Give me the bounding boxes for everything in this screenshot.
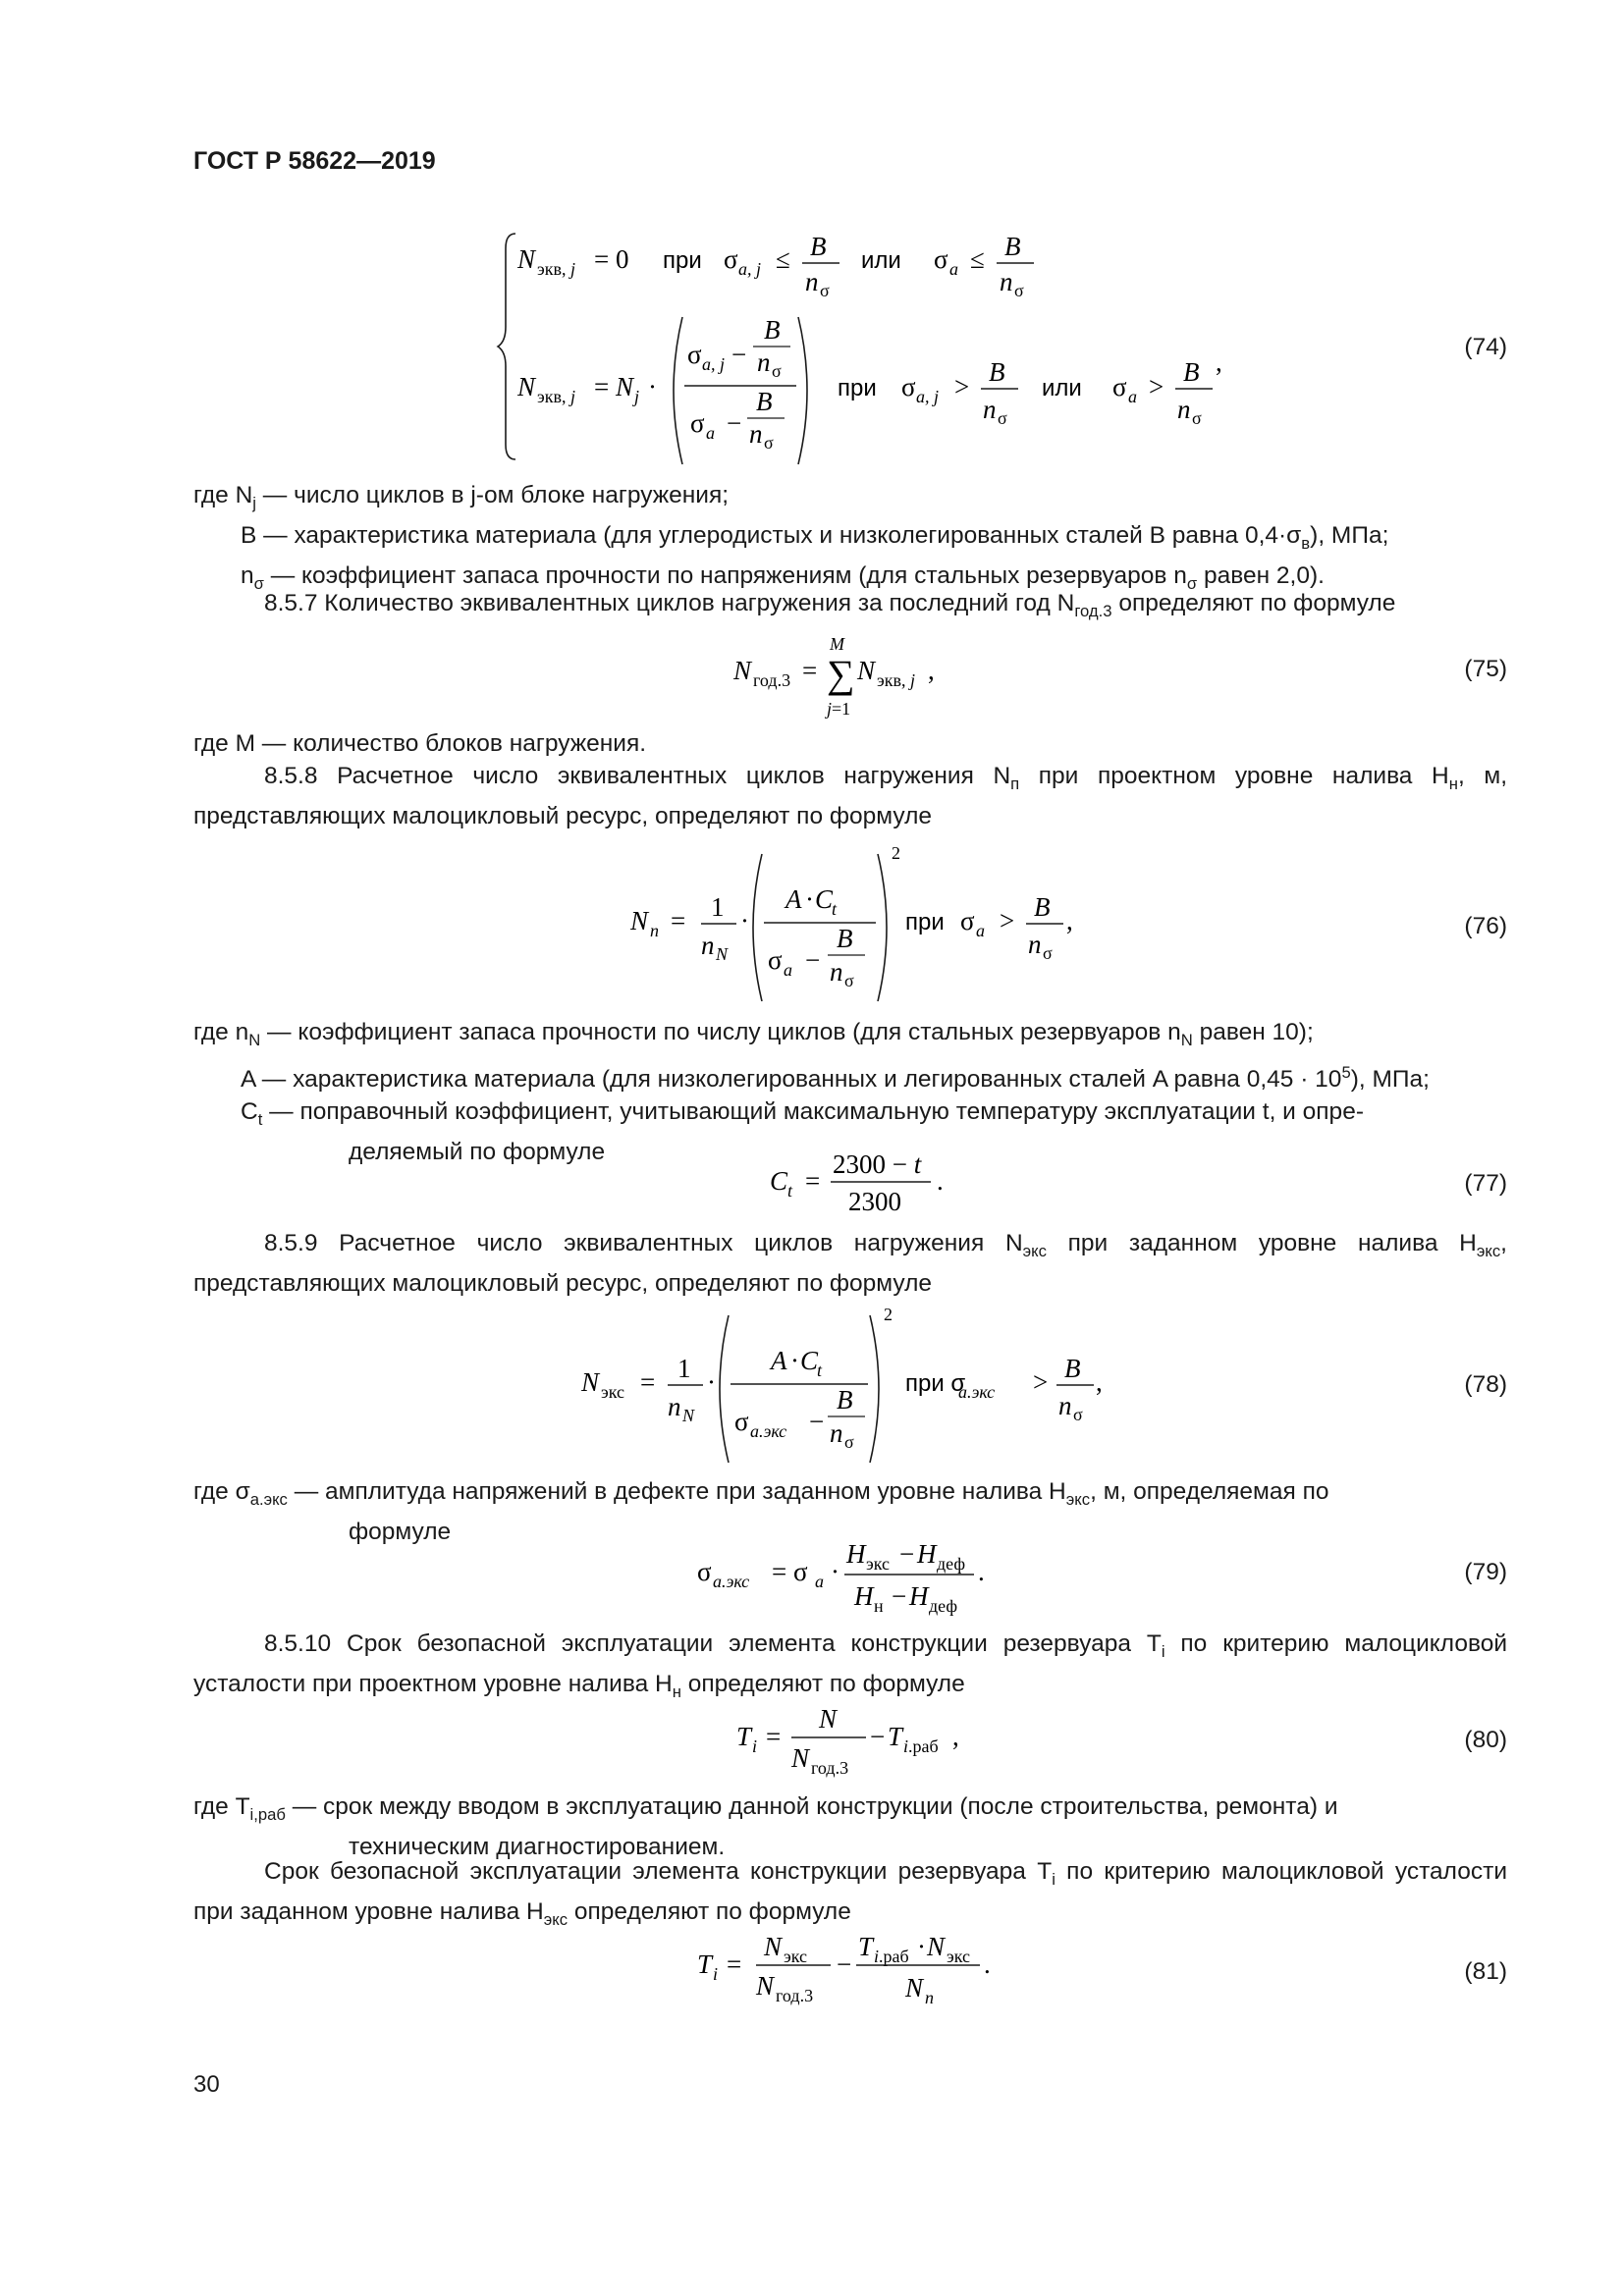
- svg-text:N: N: [716, 944, 729, 964]
- svg-text:N: N: [791, 1743, 810, 1773]
- svg-text:i.раб: i.раб: [874, 1947, 909, 1966]
- svg-text:N: N: [927, 1932, 946, 1961]
- p-last-c: определяют по формуле: [568, 1897, 851, 1925]
- svg-text:C: C: [815, 884, 834, 914]
- svg-text:год.3: год.3: [753, 670, 791, 690]
- svg-text:σ: σ: [1073, 1405, 1083, 1424]
- equation-number-81: (81): [1464, 1958, 1507, 1985]
- svg-text:σ: σ: [724, 244, 738, 274]
- where-74-c-rest2: равен 2,0).: [1197, 561, 1325, 589]
- formula-74-svg: [496, 224, 1242, 469]
- formula-78: [579, 1301, 1110, 1479]
- formula-78-svg: [579, 1301, 1110, 1472]
- where-75: где M — количество блоков нагружения.: [193, 730, 647, 757]
- svg-text:t: t: [832, 899, 838, 919]
- svg-text:N: N: [517, 244, 536, 274]
- svg-text:σ: σ: [934, 244, 948, 274]
- formula-77-svg: [768, 1147, 964, 1225]
- p857-text: 8.5.7 Количество эквивалентных циклов нагружения за последний год N: [264, 590, 1075, 616]
- svg-text:σ: σ: [960, 906, 975, 935]
- where-74-a: где N: [193, 482, 253, 508]
- svg-text:H: H: [846, 1539, 866, 1569]
- svg-text:.: .: [978, 1557, 985, 1586]
- where-76-b-rest: ), МПа;: [1350, 1066, 1430, 1094]
- equation-number-77: (77): [1464, 1170, 1507, 1197]
- p8510-sub: i: [1161, 1641, 1165, 1661]
- where-76-a-sub: N: [248, 1030, 261, 1049]
- p858-b: при проектном уровне налива H: [1019, 763, 1449, 789]
- equation-number-75: (75): [1464, 656, 1507, 682]
- svg-text:∑: ∑: [827, 652, 855, 696]
- svg-text:j=1: j=1: [827, 699, 851, 719]
- where-74-a-rest: — число циклов в j-ом блоке нагружения;: [255, 482, 730, 508]
- svg-text:= N: = N: [594, 372, 633, 401]
- document-header: ГОСТ Р 58622—2019: [193, 147, 436, 175]
- svg-text:t: t: [817, 1361, 823, 1380]
- svg-text:i.раб: i.раб: [903, 1736, 939, 1756]
- svg-text:при: при: [905, 909, 945, 935]
- equation-number-80: (80): [1464, 1727, 1507, 1753]
- svg-text:·: ·: [740, 906, 749, 935]
- svg-text:n: n: [983, 395, 997, 424]
- svg-text:n: n: [668, 1392, 681, 1421]
- svg-text:,: ,: [1216, 347, 1222, 377]
- p-last-sub2: экс: [543, 1909, 568, 1929]
- svg-text:a, j: a, j: [738, 259, 762, 279]
- paragraph-8-5-7: [193, 587, 1507, 627]
- svg-text:·: ·: [917, 1932, 926, 1961]
- svg-text:,: ,: [928, 656, 935, 685]
- svg-text:−: −: [870, 1722, 886, 1751]
- paragraph-service-life: [193, 1855, 1507, 1936]
- svg-text:при: при: [663, 247, 702, 274]
- svg-text:N: N: [905, 1973, 924, 2002]
- where-76-a: где n: [193, 1019, 249, 1045]
- svg-text:n: n: [650, 921, 659, 940]
- svg-text:·: ·: [648, 372, 657, 401]
- svg-text:1: 1: [711, 892, 725, 922]
- svg-text:σ: σ: [1112, 372, 1127, 401]
- formula-81-svg: [695, 1926, 1019, 2014]
- svg-text:·: ·: [805, 884, 814, 914]
- svg-text:=: =: [805, 1166, 821, 1196]
- svg-text:−: −: [731, 340, 747, 369]
- svg-text:,: ,: [1096, 1367, 1103, 1397]
- svg-text:n: n: [749, 419, 763, 449]
- svg-text:σ: σ: [1192, 408, 1202, 428]
- where-76-b: A — характеристика материала (для низколегированных и легированных сталей A равна 0,45 · 10: [241, 1066, 1342, 1094]
- svg-text:=: =: [802, 656, 818, 685]
- svg-text:T: T: [697, 1949, 713, 1979]
- svg-text:N: N: [819, 1704, 838, 1734]
- where-78-a-rest2: , м, определяемая по: [1090, 1478, 1329, 1505]
- svg-text:T: T: [736, 1722, 752, 1751]
- p8510-a: 8.5.10 Срок безопасной эксплуатации элемента конструкции резервуара T: [264, 1630, 1162, 1657]
- svg-text:a: a: [949, 259, 958, 279]
- p-last-a: Срок безопасной эксплуатации элемента конструкции резервуара T: [264, 1858, 1053, 1885]
- svg-text:>: >: [954, 372, 970, 401]
- svg-text:n: n: [925, 1988, 934, 2007]
- svg-text:σ: σ: [1014, 281, 1024, 300]
- where-76-b-sup: 5: [1341, 1062, 1351, 1082]
- where-78-a-rest: — амплитуда напряжений в дефекте при заданном уровне налива H: [287, 1478, 1066, 1505]
- svg-text:a: a: [706, 423, 715, 443]
- svg-text:=: =: [727, 1949, 742, 1979]
- svg-text:−: −: [727, 408, 742, 438]
- p859-a: 8.5.9 Расчетное число эквивалентных циклов нагружения N: [264, 1230, 1023, 1256]
- svg-text:2: 2: [884, 1305, 893, 1324]
- svg-text:B: B: [837, 924, 853, 953]
- where-76-c-sub: t: [257, 1109, 263, 1129]
- svg-text:H: H: [909, 1581, 929, 1611]
- where-74-c-rest: — коэффициент запаса прочности по напряжениям (для стальных резервуаров n: [263, 561, 1187, 589]
- p858-sub: п: [1010, 774, 1020, 793]
- where-80-a: где T: [193, 1793, 250, 1820]
- svg-text:B: B: [764, 315, 781, 345]
- svg-text:T: T: [888, 1722, 903, 1751]
- svg-text:2: 2: [892, 843, 900, 863]
- svg-text:σ: σ: [734, 1407, 749, 1436]
- svg-text:при: при: [838, 375, 877, 401]
- where-76-c: C: [241, 1098, 258, 1126]
- svg-text:N: N: [682, 1406, 695, 1425]
- svg-text:B: B: [837, 1385, 853, 1415]
- svg-text:A: A: [785, 884, 802, 914]
- svg-text:при σ: при σ: [905, 1370, 966, 1397]
- svg-text:i: i: [713, 1964, 719, 1984]
- where-block-80: [193, 1790, 1507, 1863]
- formula-76-svg: [628, 839, 1080, 1011]
- svg-text:или: или: [1042, 375, 1082, 401]
- svg-text:н: н: [874, 1596, 884, 1616]
- formula-79: [695, 1531, 1019, 1627]
- p859-sub: экс: [1022, 1241, 1047, 1260]
- where-76-c-rest: — поправочный коэффициент, учитывающий максимальную температуру эксплуатации t, и опре-: [262, 1098, 1364, 1126]
- svg-text:σ: σ: [1043, 943, 1053, 963]
- svg-text:n: n: [1028, 930, 1042, 959]
- paragraph-8-5-8: [193, 760, 1507, 832]
- svg-text:,: ,: [952, 1722, 959, 1751]
- svg-text:σ: σ: [901, 372, 916, 401]
- svg-text:n: n: [830, 1418, 843, 1448]
- svg-text:B: B: [1064, 1354, 1081, 1383]
- page-number: 30: [193, 2071, 220, 2098]
- svg-text:a: a: [784, 960, 792, 980]
- p858-a: 8.5.8 Расчетное число эквивалентных циклов нагружения N: [264, 763, 1011, 789]
- svg-text:B: B: [810, 232, 827, 261]
- svg-text:a.экс: a.экс: [713, 1572, 750, 1591]
- p8510-b: по критерию малоцикловой усталости при проектном уровне налива H: [193, 1630, 1508, 1697]
- svg-text:экс: экс: [947, 1947, 971, 1966]
- svg-text:,: ,: [1066, 906, 1073, 935]
- svg-text:σ: σ: [697, 1557, 712, 1586]
- formula-76: [628, 839, 1080, 1018]
- svg-text:N: N: [517, 372, 536, 401]
- where-78-a-sub: a.экс: [249, 1489, 288, 1509]
- svg-text:a: a: [976, 921, 985, 940]
- svg-text:−: −: [805, 945, 821, 975]
- svg-text:экс: экс: [784, 1947, 808, 1966]
- where-78-a-sub2: экс: [1065, 1489, 1091, 1509]
- svg-text:C: C: [770, 1166, 788, 1196]
- svg-text:σ: σ: [998, 408, 1007, 428]
- formula-75-svg: [731, 628, 957, 726]
- svg-text:T: T: [858, 1932, 874, 1961]
- svg-text:экв, j: экв, j: [537, 259, 575, 279]
- p859-sub2: экс: [1476, 1241, 1501, 1260]
- formula-80: [734, 1698, 990, 1793]
- svg-text:=: =: [640, 1367, 656, 1397]
- svg-text:j: j: [634, 387, 640, 406]
- svg-text:N: N: [733, 656, 752, 685]
- svg-text:n: n: [805, 267, 819, 296]
- svg-text:N: N: [857, 656, 876, 685]
- where-74-a-sub: j: [252, 493, 256, 512]
- svg-text:a: a: [815, 1572, 824, 1591]
- svg-text:−: −: [899, 1539, 915, 1569]
- p858-c: , м, представляющих малоцикловый ресурс, определяют по формуле: [193, 763, 1507, 829]
- where-block-74: [193, 479, 1507, 600]
- svg-text:M: M: [830, 634, 844, 654]
- where-74-b-rest: ), МПа;: [1310, 521, 1389, 549]
- where-76-d: деляемый по формуле: [349, 1138, 606, 1165]
- where-74-c: n: [241, 561, 254, 589]
- svg-text:.: .: [984, 1949, 991, 1979]
- where-74-b-sub: в: [1301, 533, 1311, 553]
- where-74-c-sub2: σ: [1186, 573, 1198, 593]
- equation-number-76: (76): [1464, 913, 1507, 939]
- svg-text:≤: ≤: [970, 244, 985, 274]
- svg-text:2300 − t: 2300 − t: [833, 1149, 922, 1179]
- svg-text:=: =: [766, 1722, 782, 1751]
- svg-text:N: N: [764, 1932, 783, 1961]
- svg-text:= σ: = σ: [772, 1557, 808, 1586]
- svg-text:≤: ≤: [776, 244, 790, 274]
- svg-text:C: C: [800, 1346, 819, 1375]
- svg-text:σ: σ: [772, 361, 782, 381]
- svg-text:a.экс: a.экс: [958, 1382, 996, 1402]
- formula-79-svg: [695, 1531, 1019, 1620]
- p8510-c: определяют по формуле: [680, 1670, 965, 1697]
- where-78-b: формуле: [349, 1518, 452, 1545]
- svg-text:N: N: [756, 1971, 775, 2001]
- svg-text:H: H: [854, 1581, 874, 1611]
- p858-sub2: н: [1448, 774, 1458, 793]
- svg-text:= 0: = 0: [594, 244, 629, 274]
- equation-number-78: (78): [1464, 1371, 1507, 1398]
- svg-text:N: N: [630, 906, 649, 935]
- svg-text:a: a: [1128, 387, 1137, 406]
- svg-text:B: B: [1034, 892, 1051, 922]
- svg-text:B: B: [989, 357, 1005, 387]
- svg-text:n: n: [757, 347, 771, 377]
- svg-text:год.3: год.3: [776, 1986, 814, 2005]
- svg-text:экв, j: экв, j: [877, 670, 915, 690]
- svg-text:−: −: [837, 1949, 852, 1979]
- p859-c: , представляющих малоцикловый ресурс, определяют по формуле: [193, 1230, 1507, 1297]
- svg-text:·: ·: [790, 1346, 799, 1375]
- where-76-a-rest2: равен 10);: [1192, 1019, 1314, 1045]
- paragraph-8-5-10: [193, 1628, 1507, 1708]
- svg-text:n: n: [1177, 395, 1191, 424]
- svg-text:B: B: [1183, 357, 1200, 387]
- formula-81: [695, 1926, 1019, 2021]
- equation-number-74: (74): [1464, 334, 1507, 360]
- where-78-a: где σ: [193, 1478, 250, 1505]
- svg-text:a, j: a, j: [702, 354, 726, 374]
- where-74-c-sub: σ: [253, 573, 264, 593]
- equation-number-79: (79): [1464, 1559, 1507, 1585]
- svg-text:a.экс: a.экс: [750, 1421, 787, 1441]
- svg-text:σ: σ: [844, 971, 854, 990]
- svg-text:n: n: [701, 931, 715, 960]
- svg-text:−: −: [809, 1407, 825, 1436]
- svg-text:B: B: [1004, 232, 1021, 261]
- svg-text:t: t: [787, 1181, 793, 1201]
- svg-text:экв, j: экв, j: [537, 387, 575, 406]
- svg-text:.: .: [937, 1166, 944, 1196]
- svg-text:B: B: [756, 387, 773, 416]
- svg-text:1: 1: [677, 1354, 691, 1383]
- svg-text:i: i: [752, 1736, 758, 1756]
- svg-text:N: N: [581, 1367, 600, 1397]
- formula-75: [731, 628, 957, 733]
- svg-text:·: ·: [831, 1557, 839, 1586]
- svg-text:деф: деф: [929, 1596, 958, 1616]
- svg-text:деф: деф: [937, 1554, 966, 1574]
- svg-text:a, j: a, j: [916, 387, 940, 406]
- svg-text:·: ·: [707, 1367, 716, 1397]
- where-block-75: [193, 727, 1507, 760]
- svg-text:−: −: [892, 1581, 907, 1611]
- svg-text:=: =: [671, 906, 686, 935]
- formula-80-svg: [734, 1698, 990, 1787]
- where-block-76: [193, 1016, 1507, 1168]
- svg-text:>: >: [1149, 372, 1164, 401]
- where-80-a-rest: — срок между вводом в эксплуатацию данной конструкции (после строительства, ремонта) и: [285, 1793, 1338, 1820]
- svg-text:A: A: [771, 1346, 787, 1375]
- svg-text:n: n: [1000, 267, 1013, 296]
- svg-text:σ: σ: [764, 433, 774, 453]
- svg-text:σ: σ: [768, 945, 783, 975]
- svg-text:экс: экс: [601, 1382, 625, 1402]
- svg-text:σ: σ: [820, 281, 830, 300]
- where-80-b: техническим диагностированием.: [349, 1833, 726, 1860]
- svg-text:n: n: [830, 957, 843, 987]
- svg-text:>: >: [1033, 1367, 1049, 1397]
- svg-text:H: H: [917, 1539, 937, 1569]
- p857-sub: год.3: [1074, 601, 1112, 620]
- svg-text:2300: 2300: [848, 1187, 901, 1216]
- svg-text:экс: экс: [866, 1554, 891, 1574]
- svg-text:σ: σ: [687, 340, 702, 369]
- where-76-a-sub2: N: [1180, 1030, 1193, 1049]
- where-74-b: B — характеристика материала (для углеродистых и низколегированных сталей B равна 0,4·σ: [241, 521, 1302, 549]
- p859-b: при заданном уровне налива H: [1046, 1230, 1477, 1256]
- p-last-sub: i: [1052, 1869, 1056, 1889]
- where-76-a-rest: — коэффициент запаса прочности по числу циклов (для стальных резервуаров n: [260, 1019, 1181, 1045]
- svg-text:n: n: [1058, 1391, 1072, 1420]
- paragraph-8-5-9: [193, 1227, 1507, 1300]
- p857-rest: определяют по формуле: [1111, 590, 1396, 616]
- svg-text:или: или: [861, 247, 901, 274]
- svg-text:год.3: год.3: [811, 1758, 849, 1778]
- svg-text:>: >: [1000, 906, 1015, 935]
- p-last-b: по критерию малоцикловой усталости при заданном уровне налива H: [193, 1858, 1508, 1925]
- p8510-sub2: н: [672, 1682, 681, 1701]
- formula-74: [496, 224, 1242, 476]
- formula-77: [768, 1147, 964, 1232]
- svg-text:σ: σ: [690, 408, 705, 438]
- svg-text:σ: σ: [844, 1432, 854, 1452]
- where-80-a-sub: i,раб: [249, 1804, 286, 1824]
